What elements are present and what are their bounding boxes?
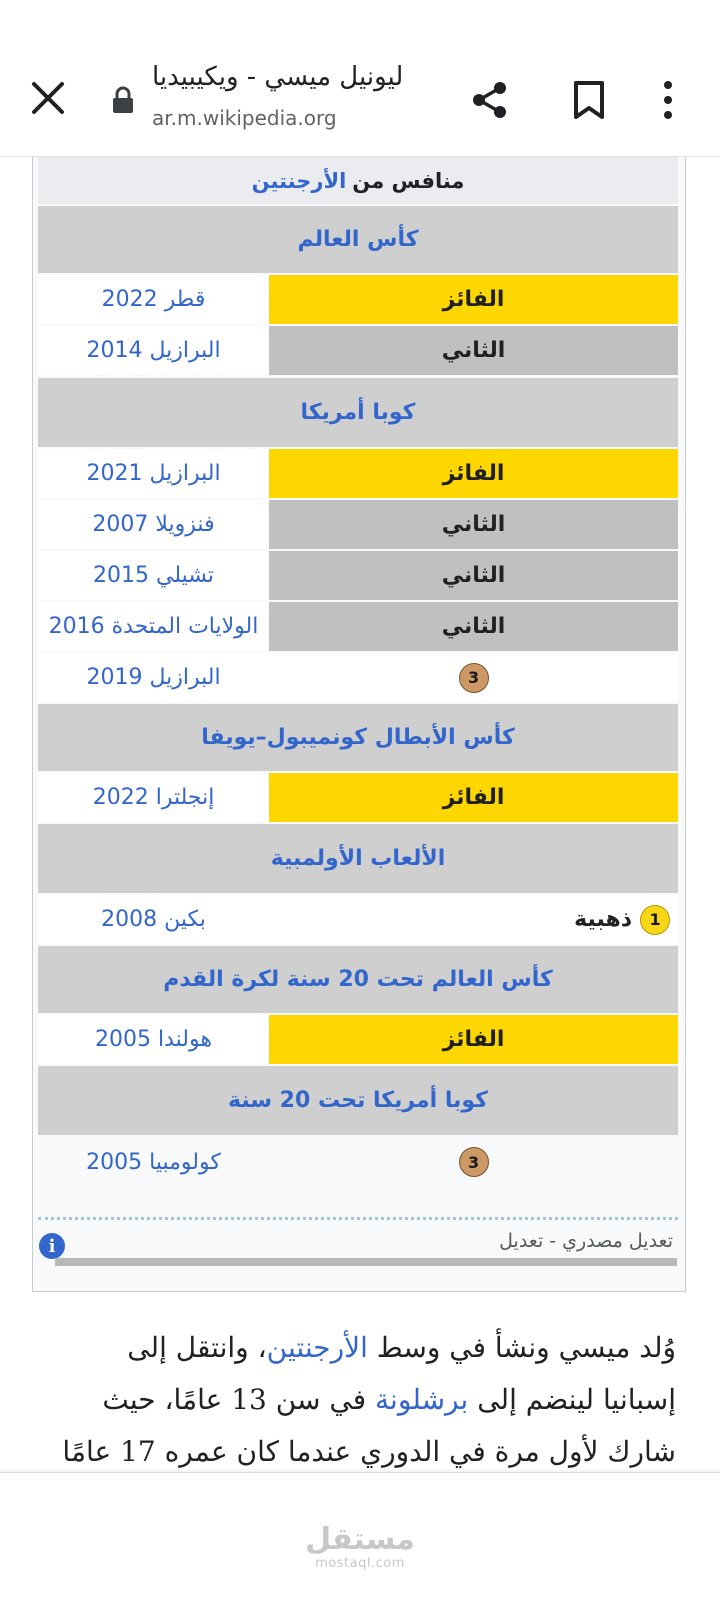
section-header[interactable] [38,1066,678,1135]
event-link[interactable]: هولندا 2005 [95,1027,212,1052]
result-cell: الفائز [269,773,678,822]
divider [38,1217,678,1220]
event-link[interactable]: كولومبيا 2005 [86,1149,221,1175]
paragraph-text: في سن 13 عامًا، حيث شارك لأول مرة في الدوري عندما كان عمره 17 عامًا [62,1383,676,1468]
caption-prefix: منافس من [352,168,465,193]
barcelona-link[interactable]: برشلونة [375,1383,469,1416]
section-title[interactable]: كأس العالم [297,227,419,252]
event-link[interactable]: إنجلترا 2022 [92,785,215,810]
medal-row [38,1137,678,1187]
paragraph-text: وُلد ميسي ونشأ في وسط [367,1331,676,1364]
article-paragraph [56,1322,676,1472]
section-header[interactable] [38,704,678,771]
section-header[interactable] [38,378,678,447]
bookmark-icon[interactable] [572,80,606,120]
lock-icon [112,86,134,114]
result-cell: الثاني [269,551,678,600]
event-link[interactable]: البرازيل 2014 [86,338,221,363]
watermark-arabic: مستقل [305,1522,415,1557]
medal-row [38,653,678,702]
more-vert-icon[interactable] [660,80,676,120]
result-cell: الفائز [269,275,678,324]
custom-tab-toolbar [0,0,720,157]
medal-row [38,275,678,324]
paragraph-text: ، وانتقل إلى إسبانيا لينضم إلى [127,1331,676,1416]
result-cell [269,1137,678,1187]
close-icon[interactable] [28,78,68,118]
section-header[interactable] [38,206,678,273]
result-cell: الثاني [269,500,678,549]
event-link[interactable]: الولايات المتحدة 2016 [48,614,259,639]
medal-row [38,1015,678,1064]
event-link[interactable]: البرازيل 2021 [86,461,221,486]
medal-row [38,449,678,498]
event-link[interactable]: فنزويلا 2007 [92,512,215,537]
medal-infobox [32,157,686,1292]
medal-row [38,500,678,549]
watermark-logo [300,1524,420,1571]
info-icon[interactable]: i [39,1233,65,1259]
watermark-latin: mostaql.com [315,1556,405,1571]
event-link[interactable]: بكين 2008 [101,907,206,932]
result-cell: الثاني [269,326,678,375]
result-label: ذهبية [574,907,632,932]
medal-row [38,773,678,822]
page-title[interactable]: ليونيل ميسي - ويكيبيديا [152,62,404,92]
medal-row [38,602,678,651]
caption-country-link[interactable]: الأرجنتين [251,168,347,193]
medal-row [38,551,678,600]
result-cell: الثاني [269,602,678,651]
bronze-medal-icon: 3 [459,663,489,693]
gold-medal-icon: 1 [640,905,670,935]
result-cell [574,895,670,944]
section-title[interactable]: كوبا أمريكا تحت 20 سنة [228,1088,488,1113]
section-title[interactable]: كوبا أمريكا [300,400,416,425]
section-header[interactable] [38,946,678,1013]
event-link[interactable]: قطر 2022 [101,287,206,312]
infobox-caption [38,157,678,204]
medal-row [38,895,678,944]
medal-row [38,326,678,375]
result-cell: الفائز [269,449,678,498]
result-cell: الفائز [269,1015,678,1064]
event-link[interactable]: تشيلي 2015 [93,563,215,588]
argentina-link[interactable]: الأرجنتين [266,1331,368,1364]
section-title[interactable]: كأس العالم تحت 20 سنة لكرة القدم [163,967,553,992]
section-title[interactable]: كأس الأبطال كونميبول–يويفا [201,725,515,750]
section-header[interactable] [38,824,678,893]
bronze-medal-icon: 3 [459,1147,489,1177]
section-title[interactable]: الألعاب الأولمبية [270,846,446,871]
page-url[interactable]: ar.m.wikipedia.org [152,106,337,130]
edit-links[interactable]: تعديل مصدري - تعديل [499,1230,673,1252]
event-link[interactable]: البرازيل 2019 [86,665,221,690]
horizontal-scrollbar[interactable] [55,1258,677,1266]
share-icon[interactable] [470,80,510,120]
result-cell [269,653,678,702]
